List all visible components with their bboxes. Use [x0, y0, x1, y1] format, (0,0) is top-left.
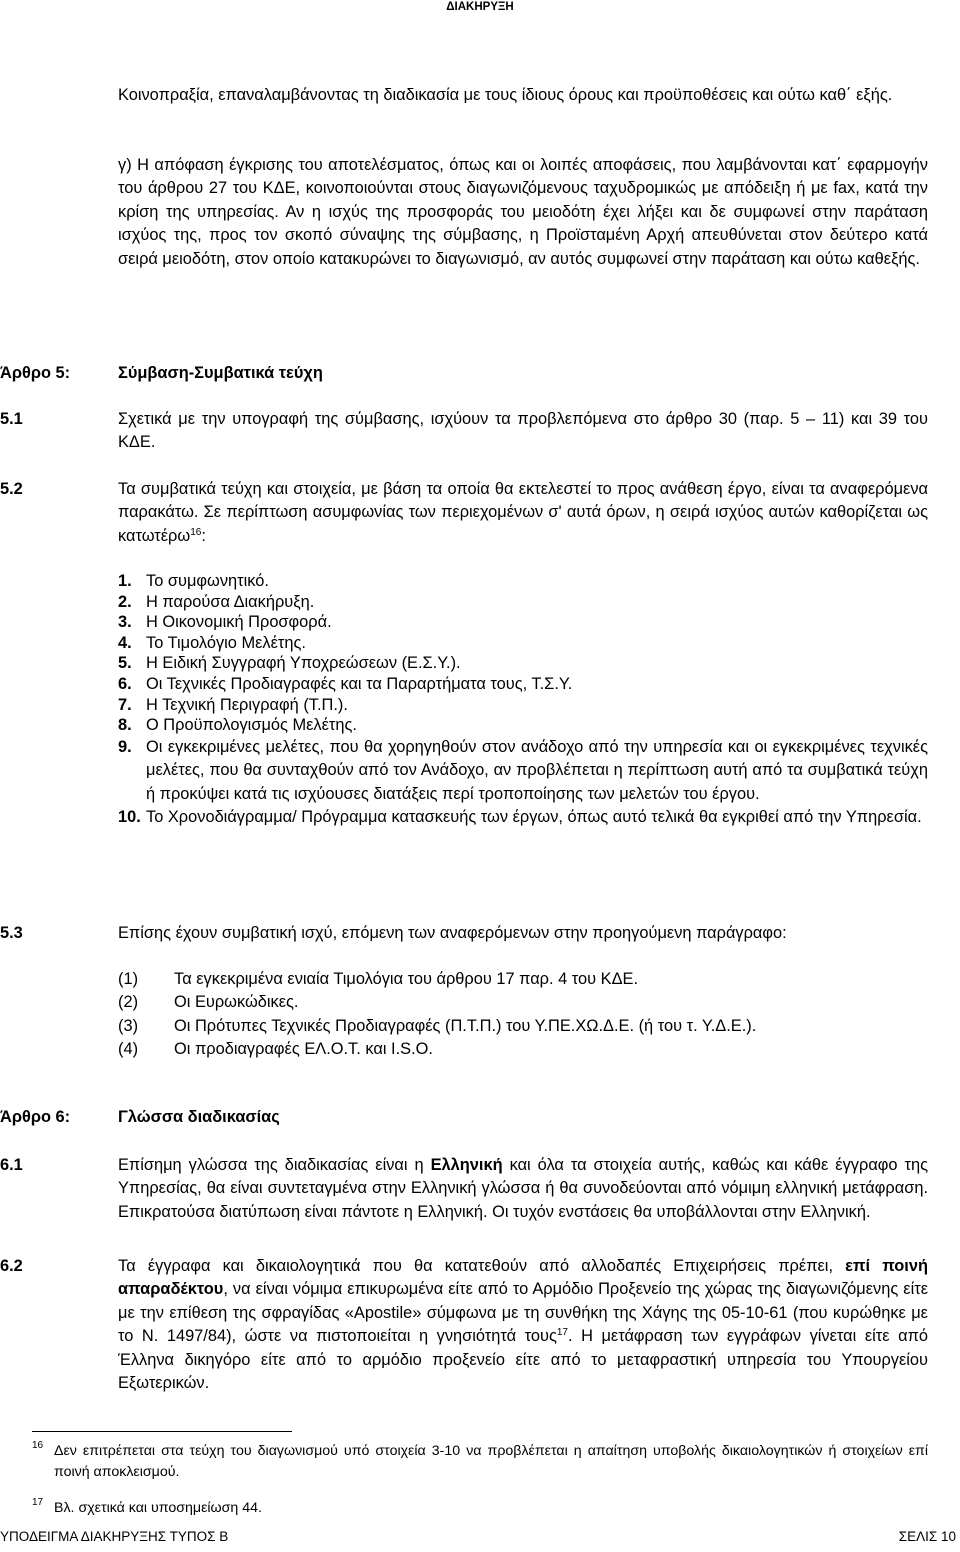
footnote-separator	[32, 1431, 292, 1432]
list-item-number: 9.	[118, 737, 132, 756]
list-item	[118, 633, 928, 654]
list-item-number: 2.	[118, 592, 132, 611]
list-item-number: (2)	[118, 993, 139, 1012]
list-item-text: Η Ειδική Συγγραφή Υποχρεώσεων (Ε.Σ.Υ.).	[146, 654, 461, 673]
list-item-number: 10.	[118, 807, 141, 826]
list-item-text: Οι εγκεκριμένες μελέτες, που θα χορηγηθούν στον ανάδοχο από την υπηρεσία και οι εγκεκριμένες τεχνικές μελέτες, που θα συνταχθούν από τον Ανάδοχο, αν προβλέπεται η περίπτωση αυτή από τα συμβατικά τεύχη ή προκύψει κατά τις ισχύουσες διατάξεις περί τροποποίησης των μελετών του έργου.	[146, 737, 928, 803]
list-item	[118, 592, 928, 613]
list-item	[118, 1015, 928, 1038]
list-item	[118, 571, 928, 592]
list-item-text: Οι προδιαγραφές ΕΛ.Ο.Τ. και I.S.O.	[174, 1040, 433, 1059]
footnote-17	[32, 1498, 928, 1519]
list-item-number: 7.	[118, 695, 132, 714]
list-item-text: Ο Προϋπολογισμός Μελέτης.	[146, 716, 357, 735]
list-item	[118, 674, 928, 695]
list-item-text: Οι Τεχνικές Προδιαγραφές και τα Παραρτήματα τους, Τ.Σ.Υ.	[146, 674, 573, 693]
list-item-number: (3)	[118, 1016, 139, 1035]
section-6-1-bold: Ελληνική	[430, 1156, 503, 1174]
footnote-ref-17[interactable]: 17	[556, 1327, 568, 1339]
section-6-2-bold: επί ποινή απαραδέκτου	[118, 1257, 928, 1299]
section-6-2-text-c: . Η μετάφραση των εγγράφων γίνεται είτε από Έλληνα δικηγόρο είτε από το αρμόδιο προξενείο είτε από το μεταφραστική υπηρεσία του Υπουργείου Εξωτερικών.	[118, 1327, 928, 1393]
section-6-1-text-a: Επίσημη γλώσσα της διαδικασίας είναι η	[118, 1156, 431, 1174]
list-item	[118, 1038, 928, 1061]
list-item	[118, 653, 928, 674]
section-6-1-text-b: και όλα τα στοιχεία αυτής, καθώς και κάθε έγγραφο της Υπηρεσίας, θα είναι συντεταγμένα στην Ελληνική γλώσσα ή θα συνοδεύονται από νόμιμη ελληνική μετάφραση. Επικρατούσα διατύπωση είναι πάντοτε η Ελληνική. Οι τυχόν ενστάσεις θα υποβάλλονται στην Ελληνική.	[118, 1156, 928, 1221]
list-item-text: Τα εγκεκριμένα ενιαία Τιμολόγια του άρθρου 17 παρ. 4 του ΚΔΕ.	[174, 970, 639, 988]
list-item-number: (4)	[118, 1040, 139, 1059]
footer-page-number: ΣΕΛΙΣ 10	[898, 1529, 956, 1544]
section-5-1-text: Σχετικά με την υπογραφή της σύμβασης, ισχύουν τα προβλεπόμενα στο άρθρο 30 (παρ. 5 – 11) και 39 του ΚΔΕ.	[118, 410, 928, 452]
list-item-text: Οι Πρότυπες Τεχνικές Προδιαγραφές (Π.Τ.Π.) του Υ.ΠΕ.ΧΩ.Δ.Ε. (ή του τ. Υ.Δ.Ε.).	[174, 1016, 757, 1035]
footer-document-type: ΥΠΟΔΕΙΓΜΑ ΔΙΑΚΗΡΥΞΗΣ ΤΥΠΟΣ Β	[0, 1529, 229, 1544]
additional-documents-list	[118, 968, 928, 1062]
article-6-title: Γλώσσα διαδικασίας	[118, 1108, 280, 1126]
section-6-2-text-b: , να είναι νόμιμα επικυρωμένα είτε από το Αρμόδιο Προξενείο της χώρας της διαγωνιζόμενης είτε με την επίθεση της σφραγίδας «Apostile» σύμφωνα με τη συνθήκη της Χάγης της 05-10-61 (που κυρώθηκε με το Ν. 1497/84), ώστε να πιστοποιείται η γνησιότητά τους	[118, 1280, 928, 1346]
list-item	[118, 612, 928, 633]
footnote-text: Δεν επιτρέπεται στα τεύχη του διαγωνισμού υπό στοιχεία 3-10 να προβλέπεται η απαίτηση υποβολής δικαιολογητικών ή στοιχείων επί ποινή αποκλεισμού.	[54, 1443, 928, 1480]
paragraph-g: γ) Η απόφαση έγκρισης του αποτελέσματος, όπως και οι λοιπές αποφάσεις, που λαμβάνονται κατ΄ εφαρμογήν του άρθρου 27 του ΚΔΕ, κοινοποιούνται στους διαγωνιζόμενους ταχυδρομικώς με απόδειξη ή με fax, κατά την κρίση της υπηρεσίας. Αν η ισχύς της προσφοράς του μειοδότη έχει λήξει και δε συμφωνεί στην παράταση ισχύος της, προς τον σκοπό σύναψης της σύμβασης, η Προϊσταμένη Αρχή απευθύνεται στον δεύτερο κατά σειρά μειοδότη, στον οποίο κατακυρώνει το διαγωνισμό, αν αυτός συμφωνεί στην παράταση και ούτω καθεξής.	[118, 156, 928, 268]
list-item-number: (1)	[118, 970, 139, 988]
list-item-text: Η Τεχνική Περιγραφή (Τ.Π.).	[146, 695, 348, 714]
contract-documents-list	[118, 571, 928, 829]
footnote-16	[32, 1441, 928, 1483]
list-item-text: Το Τιμολόγιο Μελέτης.	[146, 633, 306, 652]
list-item-text: Η παρούσα Διακήρυξη.	[146, 592, 315, 611]
list-item-number: 1.	[118, 572, 132, 590]
section-5-3-number: 5.3	[0, 924, 23, 942]
list-item	[118, 736, 928, 806]
list-item-number: 6.	[118, 674, 132, 693]
footnote-ref-16[interactable]: 16	[190, 526, 202, 538]
section-5-2-text	[118, 478, 928, 548]
footnote-mark: 17	[32, 1497, 44, 1508]
list-item-text: Η Οικονομική Προσφορά.	[146, 613, 332, 632]
list-item	[118, 806, 928, 829]
list-item-number: 3.	[118, 613, 132, 632]
section-5-2-number: 5.2	[0, 480, 23, 498]
section-5-3-text: Επίσης έχουν συμβατική ισχύ, επόμενη των αναφερόμενων στην προηγούμενη παράγραφο:	[118, 924, 787, 942]
section-5-2-colon: :	[201, 526, 206, 545]
list-item-number: 4.	[118, 633, 132, 652]
article-5-title: Σύμβαση-Συμβατικά τεύχη	[118, 364, 323, 382]
list-item-text: Το Χρονοδιάγραμμα/ Πρόγραμμα κατασκευής των έργων, όπως αυτό τελικά θα εγκριθεί από την Υπηρεσία.	[146, 807, 922, 826]
list-item-text: Το συμφωνητικό.	[146, 572, 269, 590]
continued-paragraph: Κοινοπραξία, επαναλαμβάνοντας τη διαδικασία με τους ίδιους όρους και προϋποθέσεις και ούτω καθ΄ εξής.	[118, 86, 893, 104]
section-5-1-number: 5.1	[0, 410, 23, 428]
section-6-2-number: 6.2	[0, 1257, 23, 1275]
page-header-title: ΔΙΑΚΗΡΥΞΗ	[446, 1, 514, 13]
section-6-1-number: 6.1	[0, 1156, 23, 1174]
list-item-number: 5.	[118, 654, 132, 673]
list-item	[118, 695, 928, 716]
footnote-text: Βλ. σχετικά και υποσημείωση 44.	[54, 1500, 262, 1516]
article-6-label: Άρθρο 6:	[0, 1108, 71, 1126]
list-item-text: Οι Ευρωκώδικες.	[174, 993, 299, 1012]
list-item	[118, 968, 928, 991]
list-item	[118, 991, 928, 1014]
list-item-number: 8.	[118, 716, 132, 735]
footnote-mark: 16	[32, 1440, 44, 1451]
section-5-2-body: Τα συμβατικά τεύχη και στοιχεία, με βάση τα οποία θα εκτελεστεί το προς ανάθεση έργο, είναι τα αναφερόμενα παρακάτω. Σε περίπτωση ασυμφωνίας των περιεχομένων σ' αυτά όρων, η σειρά ισχύος αυτών καθορίζεται ως κατωτέρω	[118, 480, 928, 545]
section-6-2-text-a: Τα έγγραφα και δικαιολογητικά που θα κατατεθούν από αλλοδαπές Επιχειρήσεις πρέπει,	[118, 1257, 846, 1275]
list-item	[118, 715, 928, 736]
article-5-label: Άρθρο 5:	[0, 364, 71, 382]
section-6-1-text	[118, 1154, 928, 1224]
section-6-2-text	[118, 1255, 928, 1395]
